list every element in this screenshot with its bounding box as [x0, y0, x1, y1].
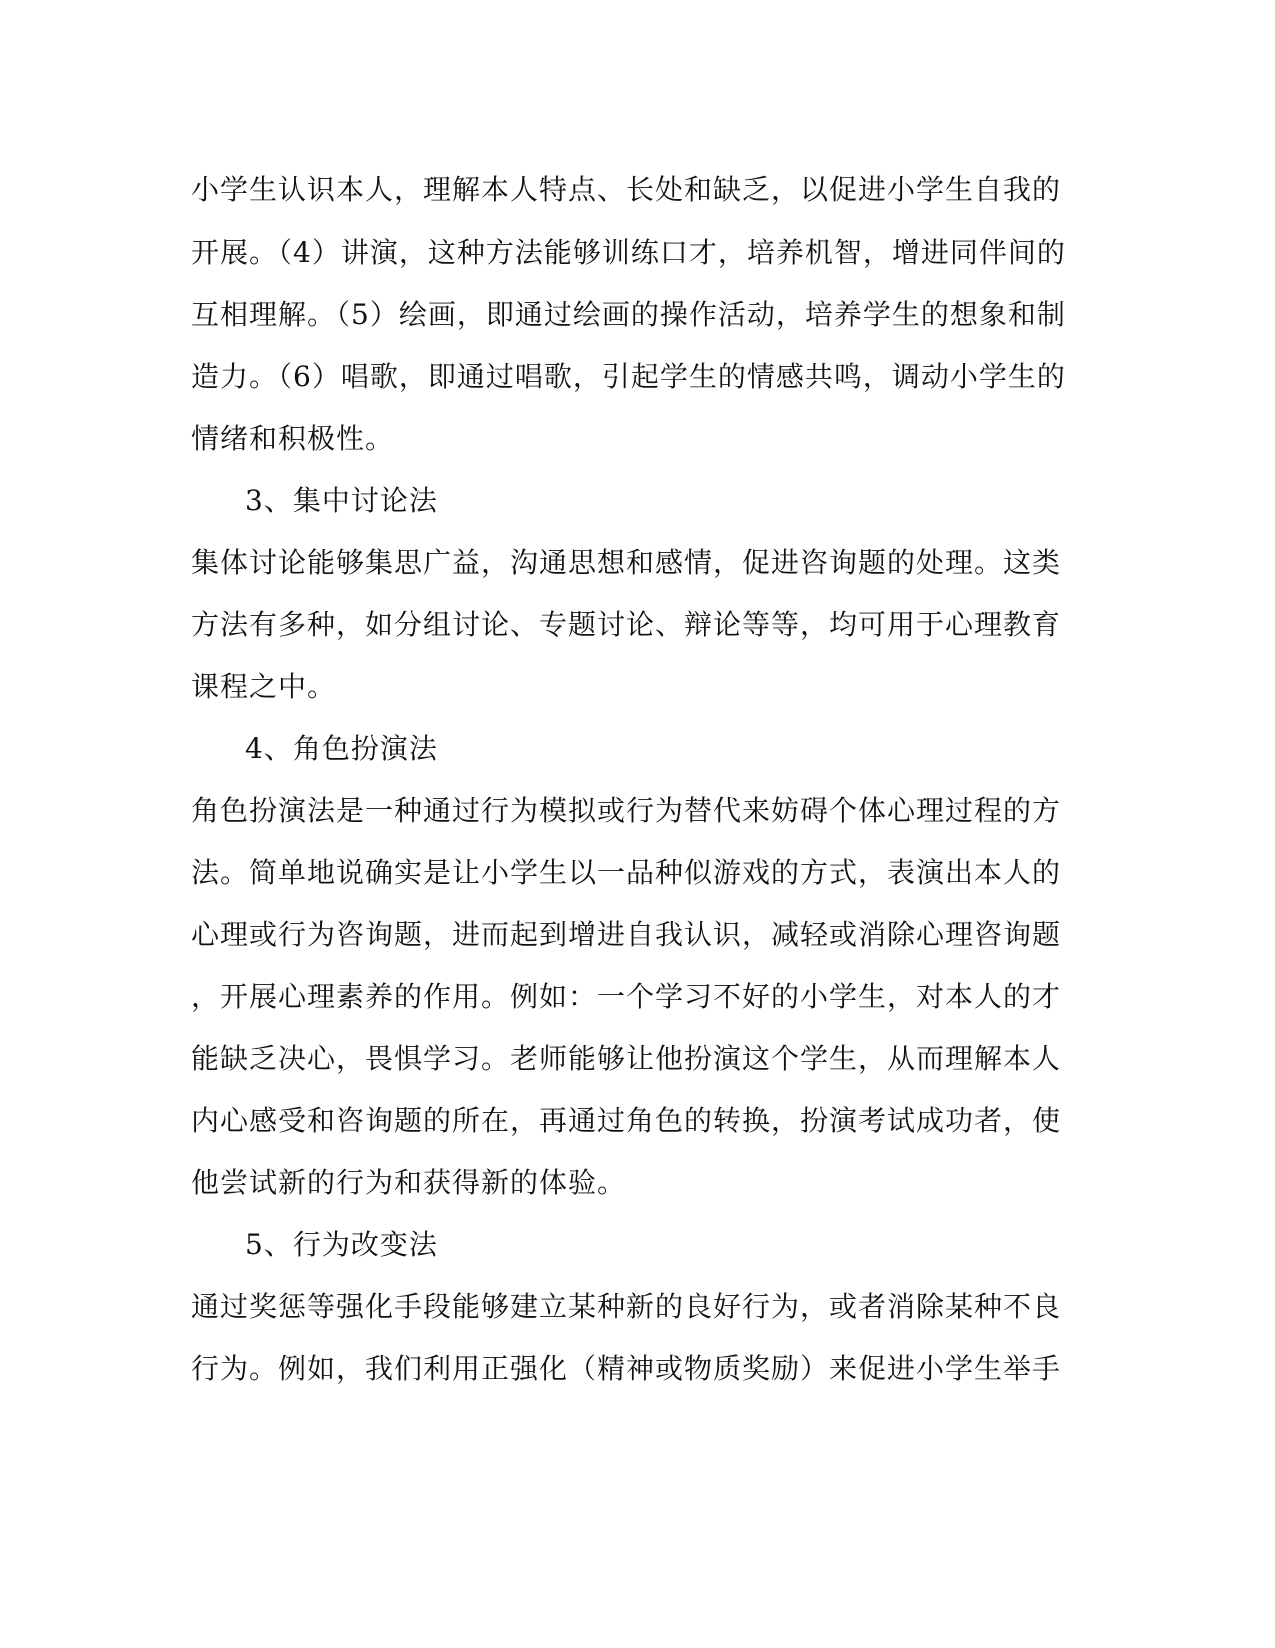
paragraph-line: 情绪和积极性。	[191, 422, 395, 455]
paragraph-line: 开展。（4）讲演，这种方法能够训练口才，培养机智，增进同伴间的	[191, 236, 1066, 269]
paragraph-line: 行为。例如，我们利用正强化（精神或物质奖励）来促进小学生举手	[191, 1352, 1062, 1385]
paragraph-line: 法。简单地说确实是让小学生以一品种似游戏的方式，表演出本人的	[191, 856, 1062, 889]
section-heading: 4、角色扮演法	[245, 732, 438, 765]
paragraph-line: 小学生认识本人，理解本人特点、长处和缺乏，以促进小学生自我的	[191, 173, 1062, 206]
paragraph-line: 集体讨论能够集思广益，沟通思想和感情，促进咨询题的处理。这类	[191, 546, 1062, 579]
paragraph-line: 他尝试新的行为和获得新的体验。	[191, 1166, 627, 1199]
paragraph-line: 内心感受和咨询题的所在，再通过角色的转换，扮演考试成功者，使	[191, 1104, 1062, 1137]
paragraph-line: 通过奖惩等强化手段能够建立某种新的良好行为，或者消除某种不良	[191, 1290, 1062, 1323]
paragraph-line: 能缺乏决心，畏惧学习。老师能够让他扮演这个学生，从而理解本人	[191, 1042, 1062, 1075]
paragraph-line: 互相理解。（5）绘画，即通过绘画的操作活动，培养学生的想象和制	[191, 298, 1066, 331]
paragraph-line: 课程之中。	[191, 670, 337, 703]
paragraph-line: 心理或行为咨询题，进而起到增进自我认识，减轻或消除心理咨询题	[191, 918, 1062, 951]
paragraph-line: 造力。（6）唱歌，即通过唱歌，引起学生的情感共鸣，调动小学生的	[191, 360, 1066, 393]
section-heading: 5、行为改变法	[245, 1228, 438, 1261]
paragraph-line: 方法有多种，如分组讨论、专题讨论、辩论等等，均可用于心理教育	[191, 608, 1062, 641]
paragraph-line: ，开展心理素养的作用。例如：一个学习不好的小学生，对本人的才	[191, 980, 1062, 1013]
paragraph-line: 角色扮演法是一种通过行为模拟或行为替代来妨碍个体心理过程的方	[191, 794, 1062, 827]
section-heading: 3、集中讨论法	[245, 484, 438, 517]
